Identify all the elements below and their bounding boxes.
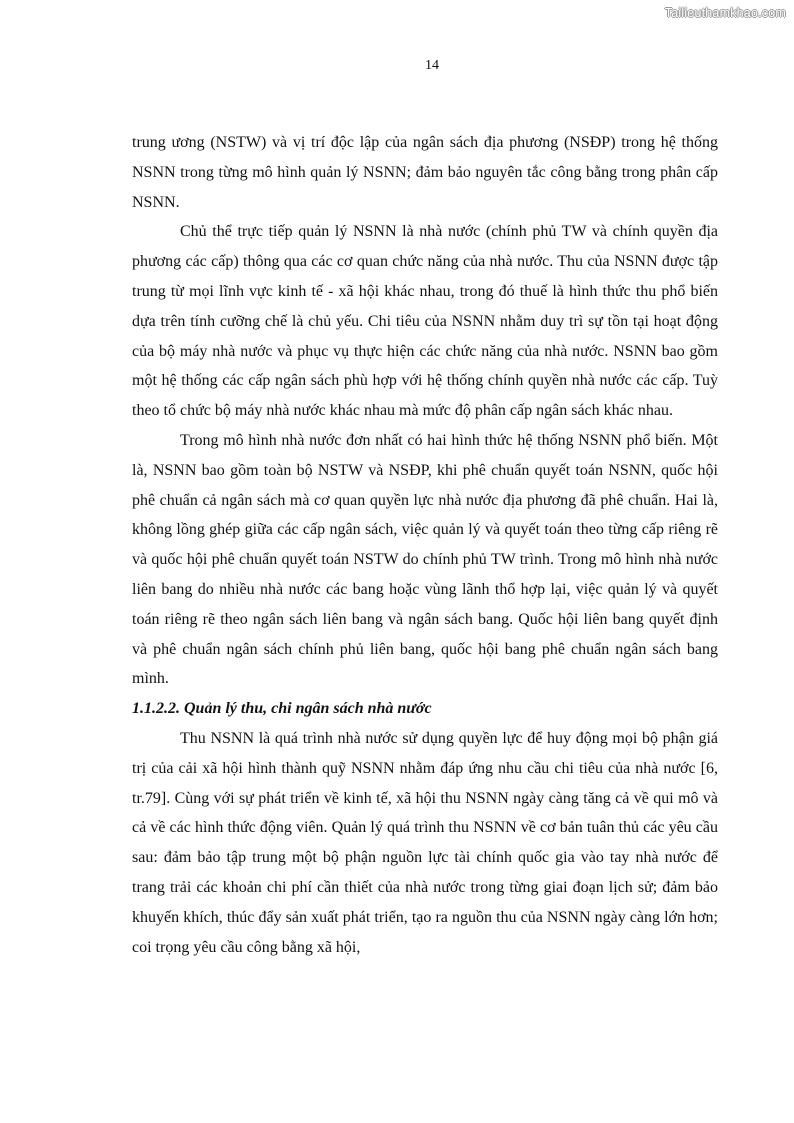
document-body (132, 128, 718, 962)
section-heading: 1.1.2.2. Quản lý thu, chi ngân sách nhà nước (132, 700, 432, 718)
paragraph-4: Thu NSNN là quá trình nhà nước sử dụng quyền lực để huy động mọi bộ phận giá trị của cải xã hội hình thành quỹ NSNN nhằm đáp ứng nhu cầu chi tiêu của nhà nước [6, tr.79]. Cùng với sự phát triển về kinh tế, xã hội thu NSNN ngày càng tăng cả về qui mô và cả về các hình thức động viên. Quản lý quá trình thu NSNN về cơ bản tuân thủ các yêu cầu sau: đảm bảo tập trung một bộ phận nguồn lực tài chính quốc gia vào tay nhà nước để trang trải các khoản chi phí cần thiết của nhà nước trong từng giai đoạn lịch sử; đảm bảo khuyến khích, thúc đẩy sản xuất phát triển, tạo ra nguồn thu của NSNN ngày càng lớn hơn; coi trọng yêu cầu công bằng xã hội, (132, 729, 718, 956)
paragraph-1: trung ương (NSTW) và vị trí độc lập của ngân sách địa phương (NSĐP) trong hệ thống NSNN trong từng mô hình quản lý NSNN; đảm bảo nguyên tắc công bằng trong phân cấp NSNN. (132, 134, 718, 211)
paragraph-3: Trong mô hình nhà nước đơn nhất có hai hình thức hệ thống NSNN phổ biến. Một là, NSNN bao gồm toàn bộ NSTW và NSĐP, khi phê chuẩn quyết toán NSNN, quốc hội phê chuẩn cả ngân sách mà cơ quan quyền lực nhà nước địa phương đã phê chuẩn. Hai là, không lồng ghép giữa các cấp ngân sách, việc quản lý và quyết toán theo từng cấp riêng rẽ và quốc hội phê chuẩn quyết toán NSTW do chính phủ TW trình. Trong mô hình nhà nước liên bang do nhiều nhà nước các bang hoặc vùng lãnh thổ hợp lại, việc quản lý và quyết toán riêng rẽ theo ngân sách liên bang và ngân sách bang. Quốc hội liên bang quyết định và phê chuẩn ngân sách chính phủ liên bang, quốc hội bang phê chuẩn ngân sách bang mình. (132, 431, 718, 688)
paragraph-2: Chủ thể trực tiếp quản lý NSNN là nhà nước (chính phủ TW và chính quyền địa phương các cấp) thông qua các cơ quan chức năng của nhà nước. Thu của NSNN được tập trung từ mọi lĩnh vực kinh tế - xã hội khác nhau, trong đó thuế là hình thức thu phổ biến dựa trên tính cưỡng chế là chủ yếu. Chi tiêu của NSNN nhằm duy trì sự tồn tại hoạt động của bộ máy nhà nước và phục vụ thực hiện các chức năng của nhà nước. NSNN bao gồm một hệ thống các cấp ngân sách phù hợp với hệ thống chính quyền nhà nước các cấp. Tuỳ theo tổ chức bộ máy nhà nước khác nhau mà mức độ phân cấp ngân sách khác nhau. (132, 223, 718, 420)
watermark: Tailieuthamkhao.com (664, 6, 786, 20)
page-number: 14 (425, 58, 439, 73)
